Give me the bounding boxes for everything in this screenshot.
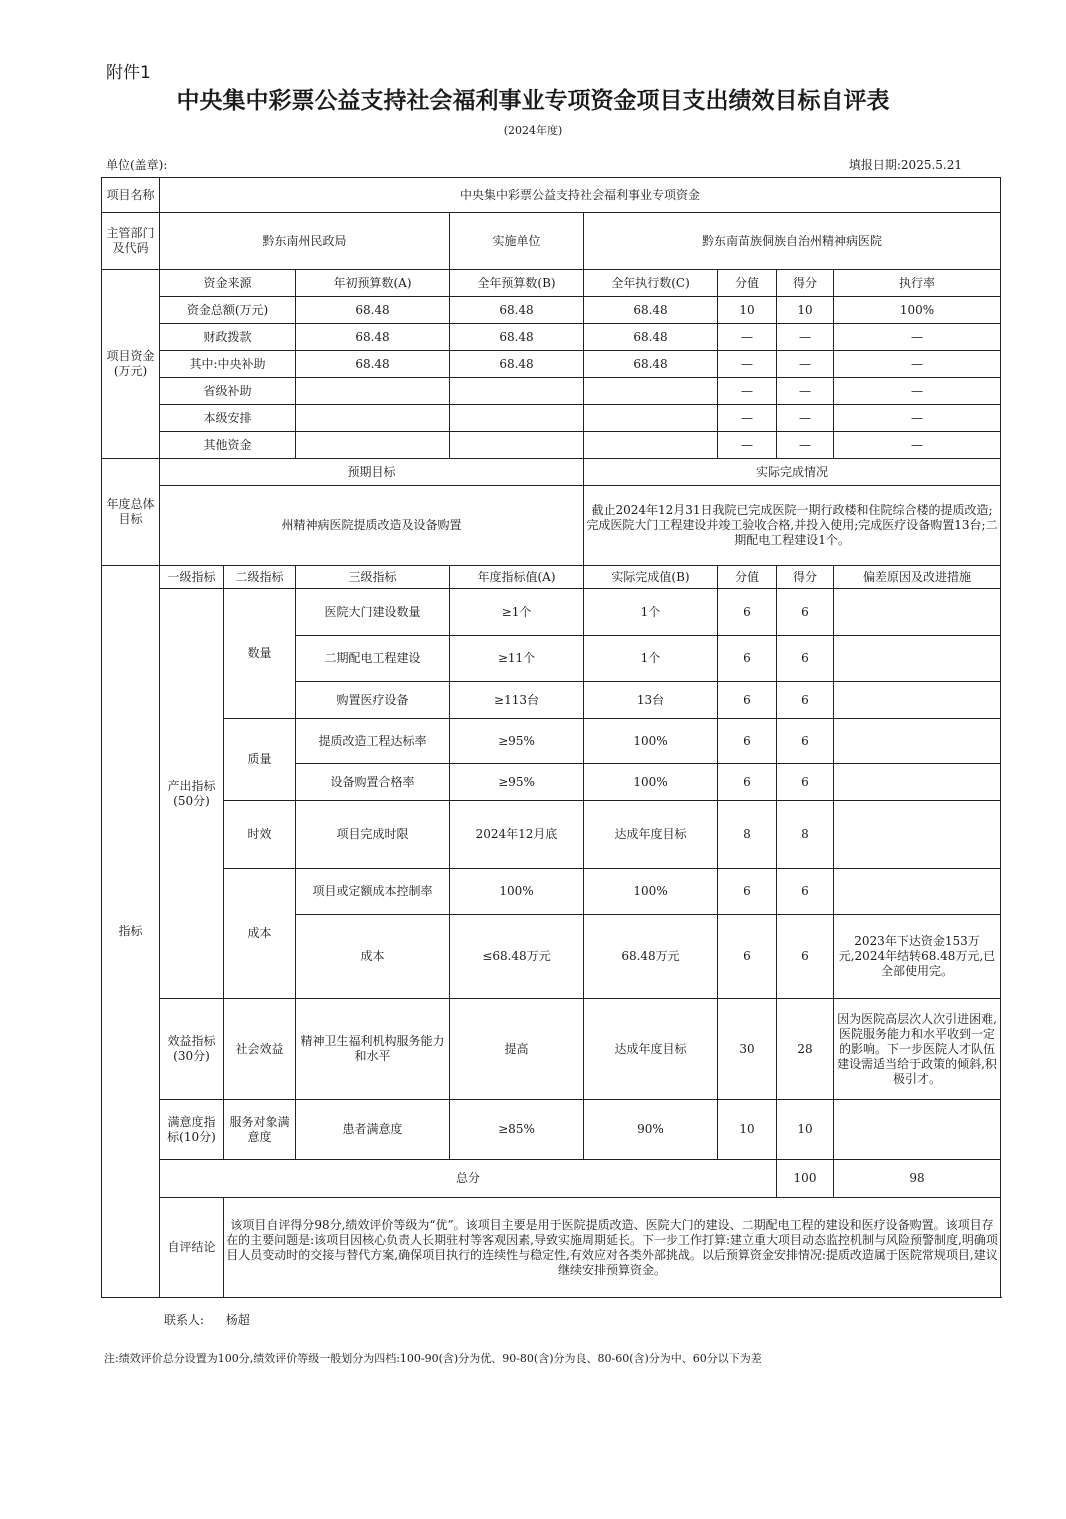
contact-label: 联系人: <box>164 1313 205 1327</box>
indicator-actual: 100% <box>584 719 718 764</box>
indicator-note <box>834 719 1001 764</box>
goal-actual: 截止2024年12月31日我院已完成医院一期行政楼和住院综合楼的提质改造;完成医院大门工程建设并竣工验收合格,并投入使用;完成医疗设备购置13台;二期配电工程建设1个。 <box>584 486 1001 566</box>
indicator-name: 提质改造工程达标率 <box>296 719 450 764</box>
benefit-indicator-label: 效益指标(30分) <box>160 999 224 1100</box>
funds-cell: — <box>834 351 1001 378</box>
funds-cell: — <box>718 351 777 378</box>
indicator-header: 得分 <box>777 566 834 589</box>
funds-cell: 省级补助 <box>160 378 296 405</box>
indicator-name: 项目完成时限 <box>296 801 450 869</box>
funds-cell: 68.48 <box>584 324 718 351</box>
indicator-score: 6 <box>718 869 777 915</box>
indicator-actual: 1个 <box>584 636 718 682</box>
indicator-target: ≤68.48万元 <box>450 915 584 999</box>
funds-cell: — <box>834 378 1001 405</box>
total-row <box>102 1160 1001 1198</box>
indicator-target: ≥1个 <box>450 589 584 636</box>
indicator-actual: 1个 <box>584 589 718 636</box>
indicator-score: 6 <box>718 719 777 764</box>
indicator-actual: 达成年度目标 <box>584 999 718 1100</box>
indicator-note: 2023年下达资金153万元,2024年结转68.48万元,已全部使用完。 <box>834 915 1001 999</box>
indicator-target: ≥95% <box>450 764 584 801</box>
funds-cell: 资金总额(万元) <box>160 297 296 324</box>
project-name-label: 项目名称 <box>102 178 160 213</box>
goal-label: 年度总体目标 <box>102 459 160 566</box>
funds-row <box>102 378 1001 405</box>
funds-cell: 财政拨款 <box>160 324 296 351</box>
indicator-target: 100% <box>450 869 584 915</box>
funds-cell: — <box>834 405 1001 432</box>
funds-cell: — <box>718 378 777 405</box>
funds-header: 资金来源 <box>160 270 296 297</box>
indicator-row <box>102 999 1001 1100</box>
funds-cell: 68.48 <box>584 297 718 324</box>
indicator-score: 30 <box>718 999 777 1100</box>
project-name-row <box>102 178 1001 213</box>
indicator-header: 实际完成值(B) <box>584 566 718 589</box>
conclusion-label: 自评结论 <box>160 1198 224 1298</box>
timeliness-label: 时效 <box>224 801 296 869</box>
indicator-header: 分值 <box>718 566 777 589</box>
funds-cell: 10 <box>777 297 834 324</box>
indicator-got: 10 <box>777 1100 834 1160</box>
indicator-got: 6 <box>777 719 834 764</box>
funds-cell: — <box>718 324 777 351</box>
funds-cell <box>450 405 584 432</box>
page-title: 中央集中彩票公益支持社会福利事业专项资金项目支出绩效目标自评表 <box>176 88 890 114</box>
indicator-score: 6 <box>718 682 777 719</box>
indicator-header: 年度指标值(A) <box>450 566 584 589</box>
indicator-row <box>102 869 1001 915</box>
service-satisfaction-label: 服务对象满意度 <box>224 1100 296 1160</box>
funds-cell: 100% <box>834 297 1001 324</box>
indicator-note <box>834 869 1001 915</box>
indicator-row <box>102 719 1001 764</box>
indicator-got: 6 <box>777 869 834 915</box>
report-year: (2024年度) <box>503 124 563 137</box>
goal-row <box>102 486 1001 566</box>
indicator-target: 提高 <box>450 999 584 1100</box>
cost-label: 成本 <box>224 869 296 999</box>
funds-cell <box>296 405 450 432</box>
indicator-score: 6 <box>718 636 777 682</box>
dept-row <box>102 213 1001 270</box>
funds-cell: 10 <box>718 297 777 324</box>
indicator-score: 6 <box>718 764 777 801</box>
indicator-score: 10 <box>718 1100 777 1160</box>
funds-cell: — <box>777 324 834 351</box>
indicator-note <box>834 636 1001 682</box>
impl-label: 实施单位 <box>450 213 584 270</box>
funds-row <box>102 297 1001 324</box>
goal-expected-label: 预期目标 <box>160 459 584 486</box>
indicator-header: 偏差原因及改进措施 <box>834 566 1001 589</box>
indicator-actual: 100% <box>584 869 718 915</box>
goal-expected: 州精神病医院提质改造及设备购置 <box>160 486 584 566</box>
indicator-note <box>834 682 1001 719</box>
indicator-got: 6 <box>777 682 834 719</box>
funds-header: 全年执行数(C) <box>584 270 718 297</box>
funds-label: 项目资金(万元) <box>102 270 160 459</box>
funds-cell: — <box>777 378 834 405</box>
funds-cell: 68.48 <box>584 351 718 378</box>
indicator-actual: 100% <box>584 764 718 801</box>
funds-cell: — <box>718 432 777 459</box>
indicator-row <box>102 801 1001 869</box>
indicator-actual: 68.48万元 <box>584 915 718 999</box>
indicator-label: 指标 <box>102 566 160 1298</box>
funds-header: 年初预算数(A) <box>296 270 450 297</box>
funds-row <box>102 351 1001 378</box>
funds-row <box>102 405 1001 432</box>
indicator-got: 6 <box>777 915 834 999</box>
fill-date: 填报日期:2025.5.21 <box>848 158 962 172</box>
indicator-actual: 达成年度目标 <box>584 801 718 869</box>
total-label: 总分 <box>160 1160 777 1198</box>
funds-cell <box>584 405 718 432</box>
total-score: 100 <box>777 1160 834 1198</box>
funds-cell <box>296 378 450 405</box>
funds-header: 执行率 <box>834 270 1001 297</box>
funds-cell: — <box>777 432 834 459</box>
impl-value: 黔东南苗族侗族自治州精神病医院 <box>584 213 1001 270</box>
funds-cell: 68.48 <box>296 351 450 378</box>
indicator-score: 6 <box>718 589 777 636</box>
indicator-row <box>102 589 1001 636</box>
indicator-name: 精神卫生福利机构服务能力和水平 <box>296 999 450 1100</box>
funds-cell: 68.48 <box>450 297 584 324</box>
funds-cell: 68.48 <box>296 324 450 351</box>
indicator-note <box>834 801 1001 869</box>
funds-header: 全年预算数(B) <box>450 270 584 297</box>
funds-cell <box>584 378 718 405</box>
indicator-score: 6 <box>718 915 777 999</box>
indicator-name: 医院大门建设数量 <box>296 589 450 636</box>
indicator-header: 三级指标 <box>296 566 450 589</box>
indicator-got: 6 <box>777 764 834 801</box>
funds-row <box>102 324 1001 351</box>
contact <box>164 1311 250 1328</box>
funds-cell: — <box>834 324 1001 351</box>
indicator-target: ≥95% <box>450 719 584 764</box>
total-got: 98 <box>834 1160 1001 1198</box>
evaluation-table <box>101 177 1001 1298</box>
funds-cell: 本级安排 <box>160 405 296 432</box>
indicator-header: 一级指标 <box>160 566 224 589</box>
footnote: 注:绩效评价总分设置为100分,绩效评价等级一般划分为四档:100-90(含)分为优、90-80(含)分为良、80-60(含)分为中、60分以下为差 <box>104 1352 762 1365</box>
indicator-name: 项目或定额成本控制率 <box>296 869 450 915</box>
funds-cell <box>450 432 584 459</box>
indicator-name: 患者满意度 <box>296 1100 450 1160</box>
funds-row <box>102 432 1001 459</box>
indicator-note <box>834 589 1001 636</box>
funds-cell: 68.48 <box>296 297 450 324</box>
indicator-name: 设备购置合格率 <box>296 764 450 801</box>
indicator-target: ≥11个 <box>450 636 584 682</box>
funds-header-row <box>102 270 1001 297</box>
funds-cell <box>296 432 450 459</box>
goal-header-row <box>102 459 1001 486</box>
dept-value: 黔东南州民政局 <box>160 213 450 270</box>
indicator-got: 8 <box>777 801 834 869</box>
goal-actual-label: 实际完成情况 <box>584 459 1001 486</box>
funds-cell: — <box>834 432 1001 459</box>
indicator-note <box>834 764 1001 801</box>
quality-label: 质量 <box>224 719 296 801</box>
funds-cell: — <box>718 405 777 432</box>
dept-label: 主管部门及代码 <box>102 213 160 270</box>
indicator-actual: 13台 <box>584 682 718 719</box>
funds-cell: — <box>777 351 834 378</box>
contact-name: 杨超 <box>225 1313 250 1327</box>
funds-cell <box>584 432 718 459</box>
indicator-target: 2024年12月底 <box>450 801 584 869</box>
funds-header: 分值 <box>718 270 777 297</box>
funds-cell: 其他资金 <box>160 432 296 459</box>
indicator-header-row <box>102 566 1001 589</box>
funds-cell: 68.48 <box>450 351 584 378</box>
indicator-got: 6 <box>777 636 834 682</box>
indicator-note <box>834 1100 1001 1160</box>
indicator-score: 8 <box>718 801 777 869</box>
indicator-actual: 90% <box>584 1100 718 1160</box>
satisfaction-indicator-label: 满意度指标(10分) <box>160 1100 224 1160</box>
funds-cell: 其中:中央补助 <box>160 351 296 378</box>
indicator-header: 二级指标 <box>224 566 296 589</box>
indicator-name: 二期配电工程建设 <box>296 636 450 682</box>
funds-cell <box>450 378 584 405</box>
funds-cell: 68.48 <box>450 324 584 351</box>
indicator-target: ≥113台 <box>450 682 584 719</box>
indicator-name: 成本 <box>296 915 450 999</box>
funds-cell: — <box>777 405 834 432</box>
social-benefit-label: 社会效益 <box>224 999 296 1100</box>
funds-header: 得分 <box>777 270 834 297</box>
indicator-row <box>102 1100 1001 1160</box>
unit-label: 单位(盖章): <box>106 158 168 172</box>
indicator-target: ≥85% <box>450 1100 584 1160</box>
indicator-got: 28 <box>777 999 834 1100</box>
conclusion-row <box>102 1198 1001 1298</box>
project-name: 中央集中彩票公益支持社会福利事业专项资金 <box>160 178 1001 213</box>
output-indicator-label: 产出指标(50分) <box>160 589 224 999</box>
indicator-got: 6 <box>777 589 834 636</box>
attachment-label: 附件1 <box>106 63 151 83</box>
conclusion-text: 该项目自评得分98分,绩效评价等级为“优”。该项目主要是用于医院提质改造、医院大门的建设、二期配电工程的建设和医疗设备购置。该项目存在的主要问题是:该项目因核心负责人长期驻村等客观因素,导致实施周期延长。下一步工作打算:建立重大项目动态监控机制与风险预警制度,明确项目人员变动时的交接与替代方案,确保项目执行的连续性与稳定性,有效应对各类外部挑战。以后预算资金安排情况:提质改造属于医院常规项目,建议继续安排预算资金。 <box>224 1198 1001 1298</box>
indicator-name: 购置医疗设备 <box>296 682 450 719</box>
quantity-label: 数量 <box>224 589 296 719</box>
indicator-note: 因为医院高层次人次引进困难,医院服务能力和水平收到一定的影响。下一步医院人才队伍建设需适当给于政策的倾斜,积极引才。 <box>834 999 1001 1100</box>
